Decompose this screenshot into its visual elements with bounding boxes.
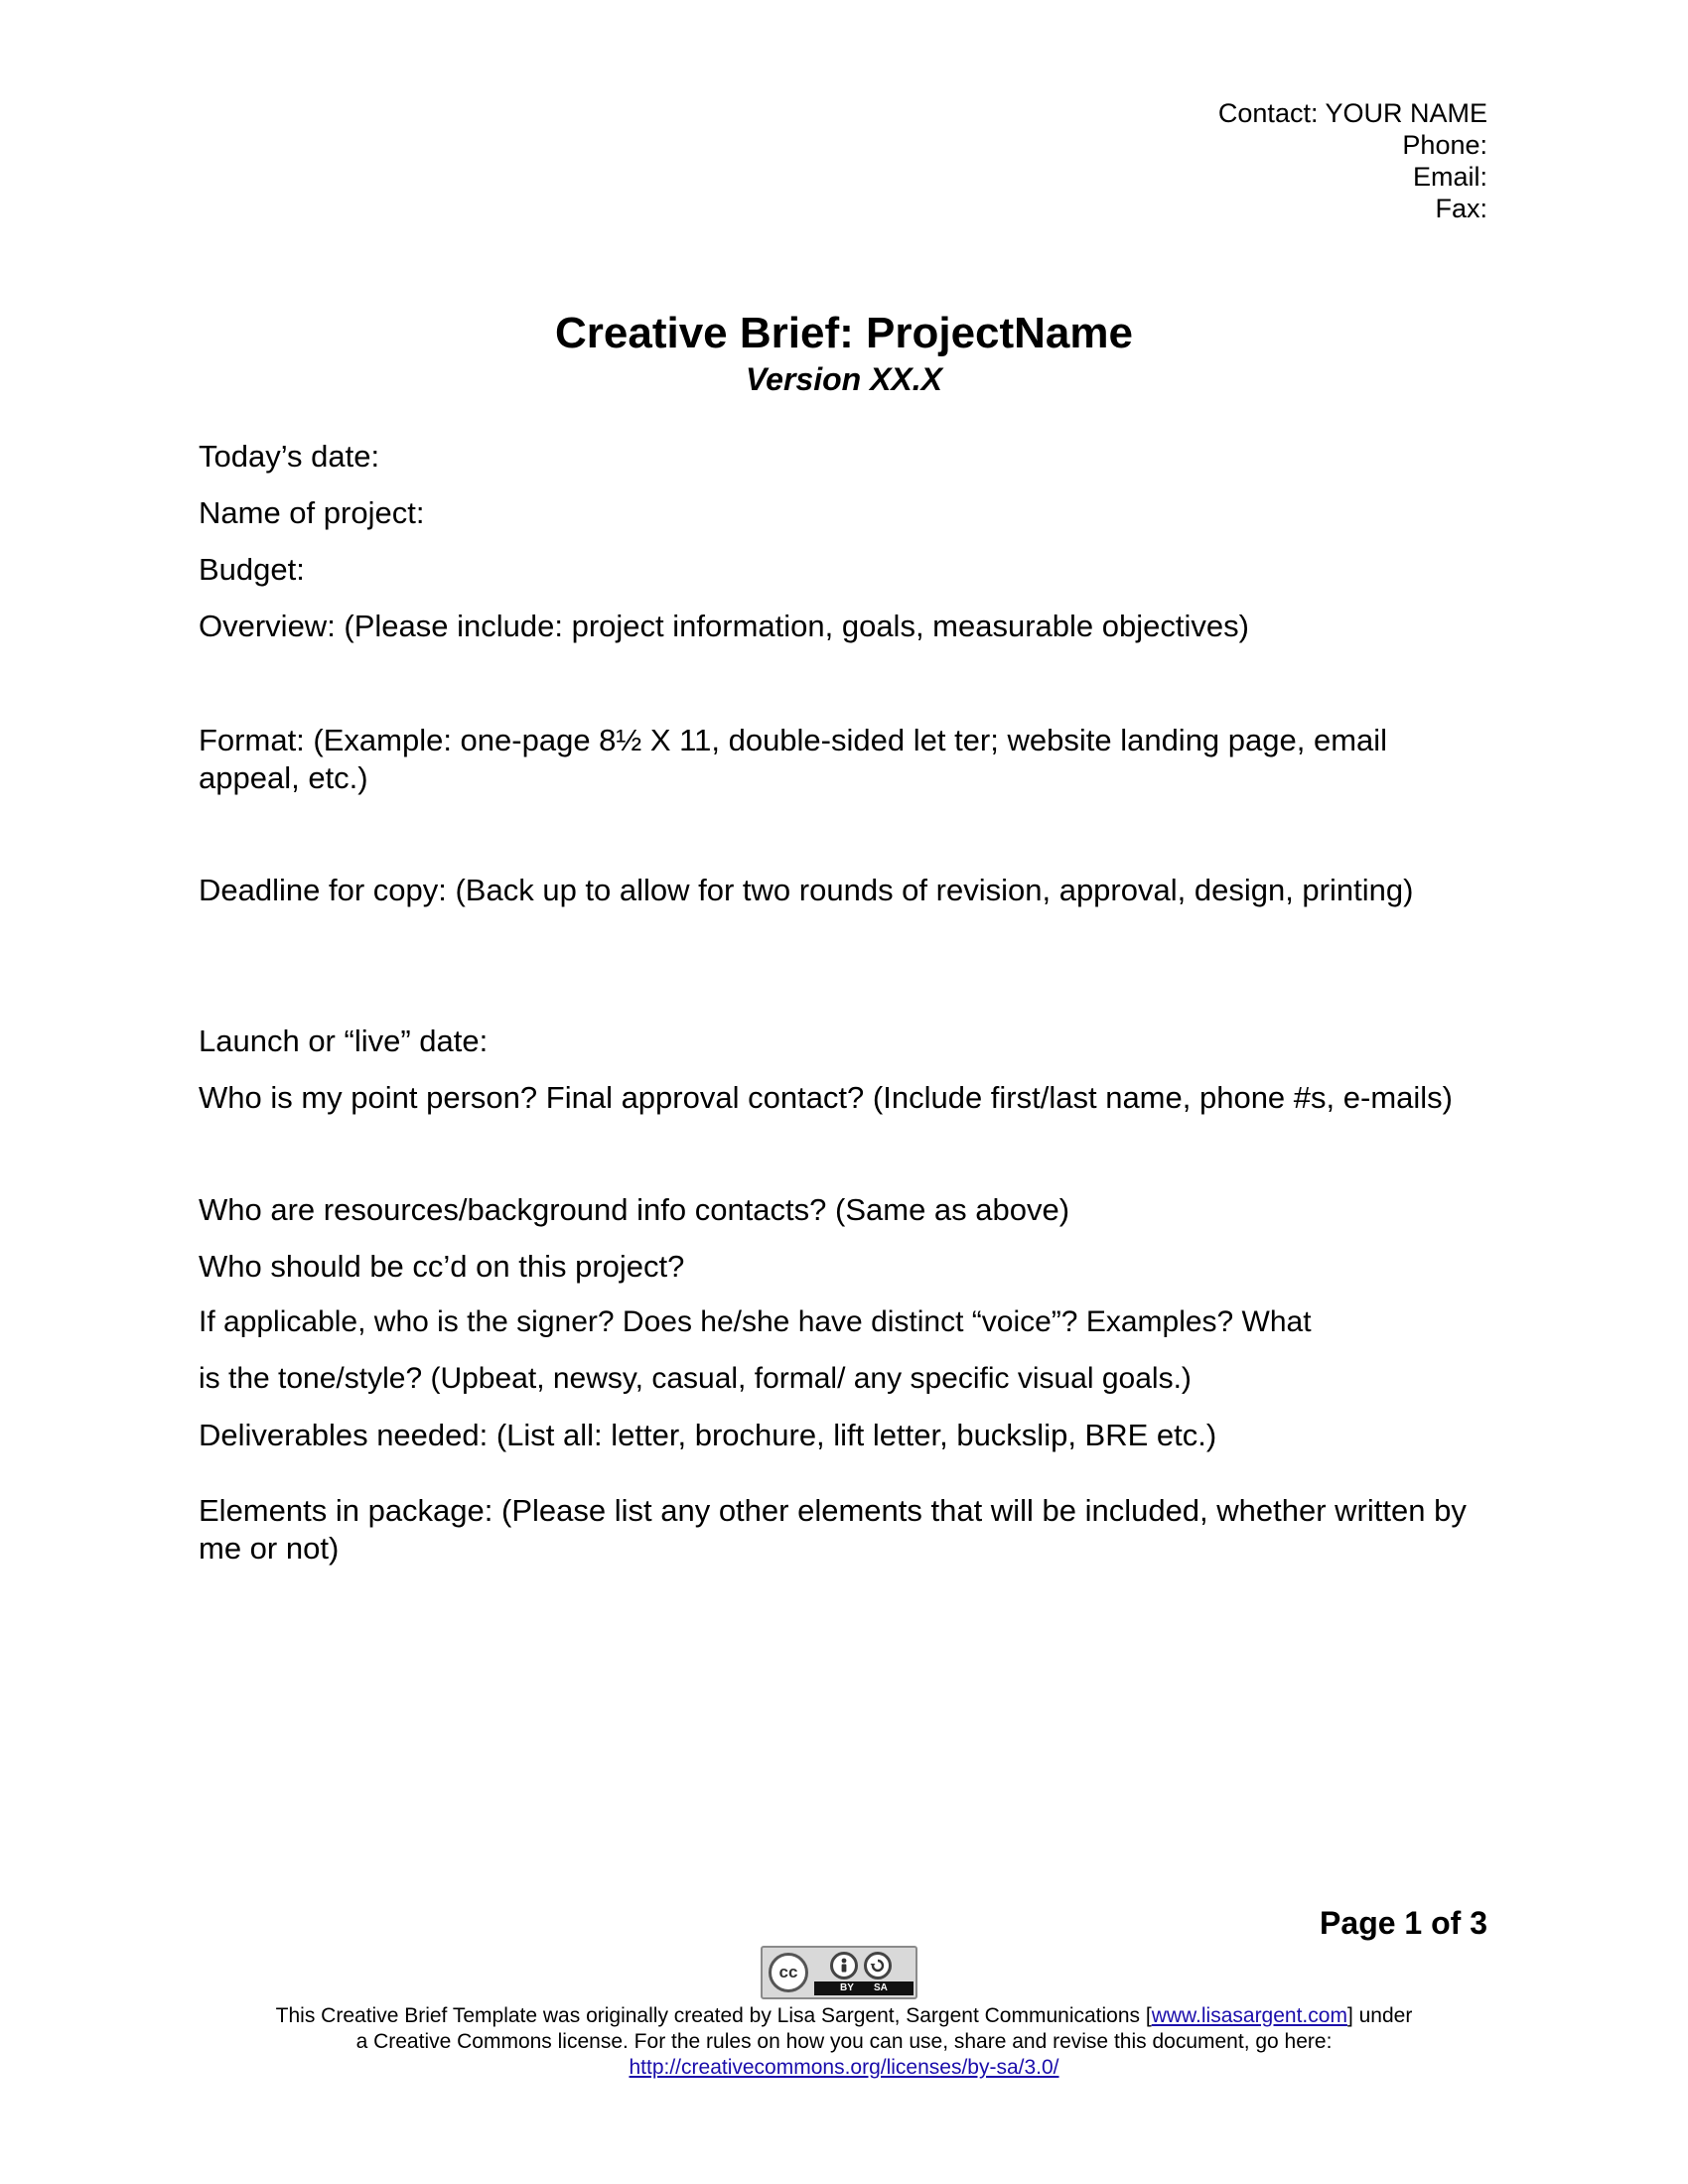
field-format: Format: (Example: one-page 8½ X 11, double-sided let ter; website landing page, email appeal, etc.) xyxy=(199,723,1388,795)
field-budget: Budget: xyxy=(199,552,305,587)
contact-block xyxy=(1218,97,1487,224)
share-alike-icon xyxy=(864,1952,892,1979)
field-signer-line-1: If applicable, who is the signer? Does he/she have distinct “voice”? Examples? What xyxy=(199,1305,1312,1338)
attribution-person-icon xyxy=(830,1952,858,1979)
footer-license-note xyxy=(0,2003,1688,2081)
fax-label: Fax: xyxy=(1435,194,1487,223)
field-cc: Who should be cc’d on this project? xyxy=(199,1249,685,1284)
title-block xyxy=(0,308,1688,399)
field-point-person: Who is my point person? Final approval contact? (Include first/last name, phone #s, e-mails) xyxy=(199,1080,1453,1115)
footer-line-1-suffix: ] under xyxy=(1346,2004,1413,2027)
field-deliverables: Deliverables needed: (List all: letter, brochure, lift letter, buckslip, BRE etc.) xyxy=(199,1418,1217,1452)
license-link[interactable]: http://creativecommons.org/licenses/by-sa/3.0/ xyxy=(629,2056,1059,2079)
creative-commons-badge xyxy=(761,1946,917,1999)
field-overview: Overview: (Please include: project information, goals, measurable objectives) xyxy=(199,609,1249,643)
footer-line-1-prefix: This Creative Brief Template was originally created by Lisa Sargent, Sargent Communications [ xyxy=(275,2004,1152,2027)
website-link[interactable]: www.lisasargent.com xyxy=(1151,2004,1347,2027)
sa-label: SA xyxy=(874,1982,888,1993)
field-launch-date: Launch or “live” date: xyxy=(199,1024,489,1058)
field-resources: Who are resources/background info contacts? (Same as above) xyxy=(199,1192,1070,1227)
field-deadline: Deadline for copy: (Back up to allow for two rounds of revision, approval, design, printing) xyxy=(199,873,1414,907)
cc-label-strip xyxy=(814,1981,914,1995)
footer-line-1 xyxy=(0,2003,1688,2029)
document-title: Creative Brief: ProjectName xyxy=(554,309,1133,357)
field-elements: Elements in package: (Please list any other elements that will be included, whether written by me or not) xyxy=(199,1493,1467,1566)
phone-label: Phone: xyxy=(1402,130,1487,160)
page-number: Page 1 of 3 xyxy=(1320,1905,1487,1941)
email-label: Email: xyxy=(1412,162,1487,192)
cc-icon: cc xyxy=(769,1953,808,1992)
document-version: Version XX.X xyxy=(746,361,942,397)
field-signer-line-2: is the tone/style? (Upbeat, newsy, casual, formal/ any specific visual goals.) xyxy=(199,1362,1192,1395)
field-todays-date: Today’s date: xyxy=(199,439,380,474)
field-project-name: Name of project: xyxy=(199,495,425,530)
contact-name: Contact: YOUR NAME xyxy=(1217,98,1487,128)
footer-line-2: a Creative Commons license. For the rules on how you can use, share and revise this document, go here: xyxy=(355,2030,1333,2053)
by-label: BY xyxy=(840,1982,854,1993)
